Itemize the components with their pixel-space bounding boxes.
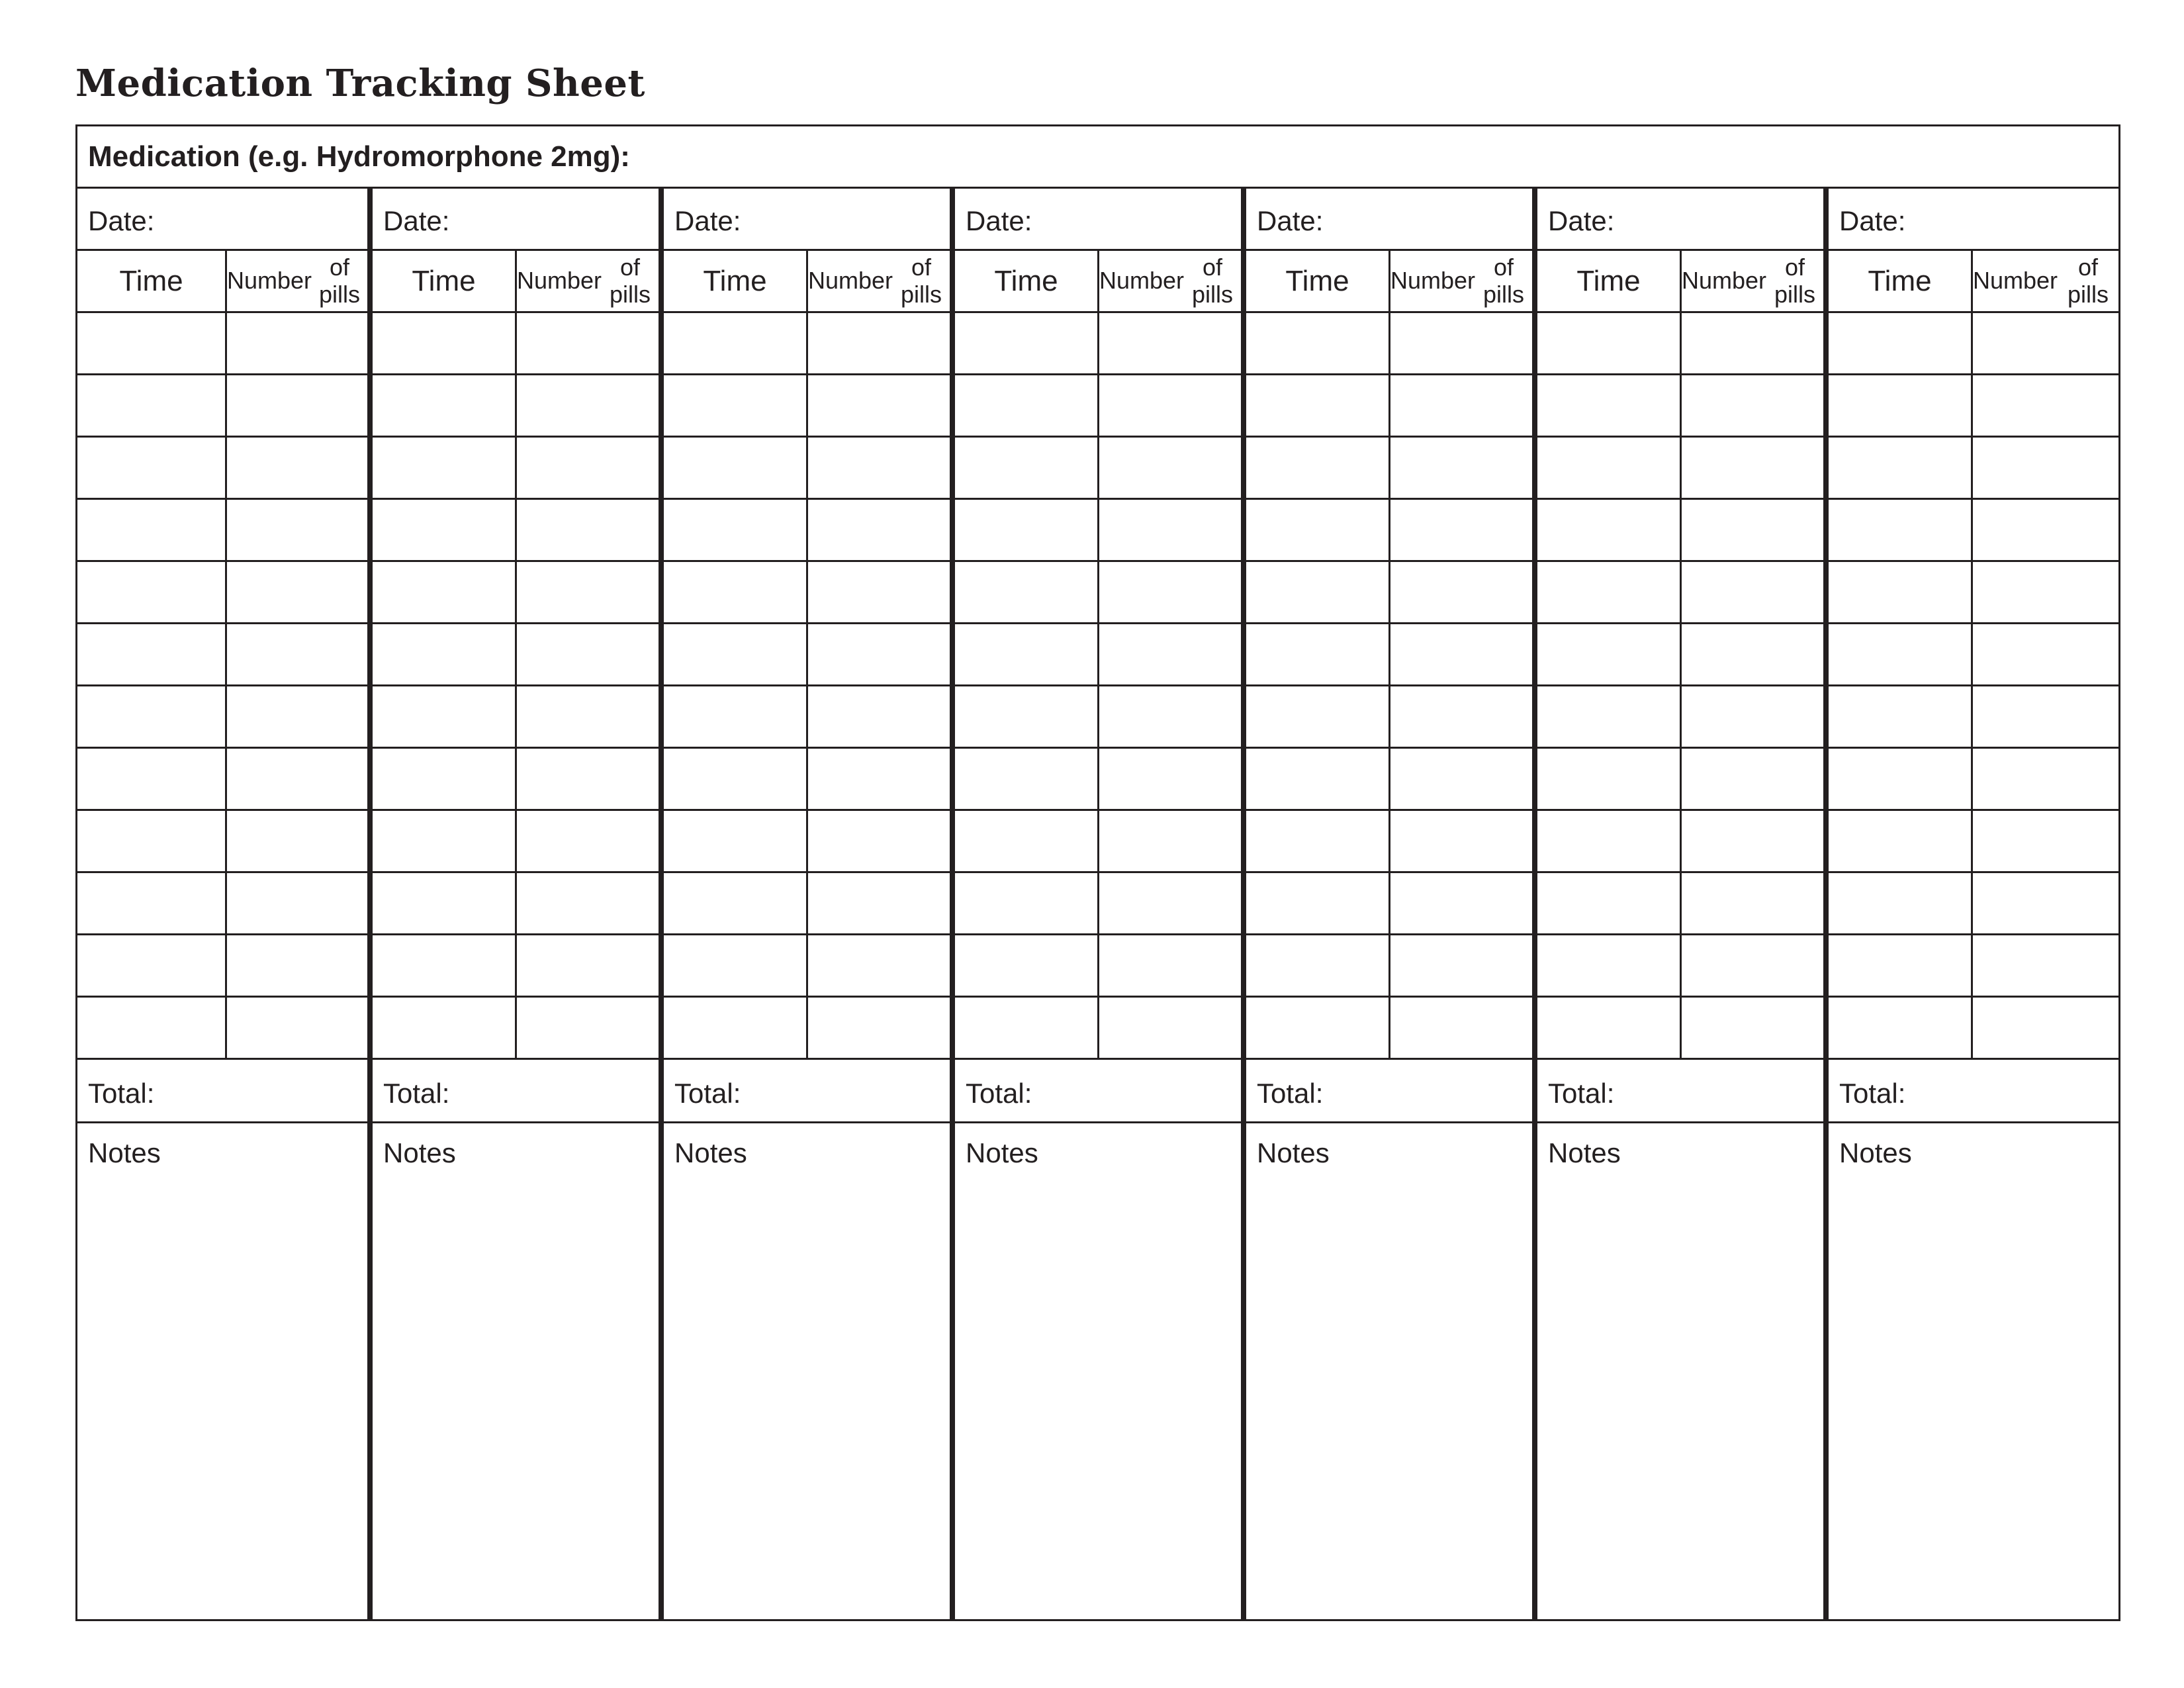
total-cell[interactable] bbox=[77, 1061, 367, 1123]
time-entry-cell[interactable] bbox=[77, 686, 227, 749]
pills-entry-cell[interactable] bbox=[1390, 313, 1532, 375]
pills-entry-cell[interactable] bbox=[1390, 375, 1532, 438]
pills-entry-cell[interactable] bbox=[227, 811, 367, 873]
time-entry-cell[interactable] bbox=[77, 749, 227, 811]
date-label: Date: bbox=[1548, 205, 1615, 236]
notes-cell[interactable] bbox=[1537, 1123, 1823, 1621]
time-entry-cell[interactable] bbox=[664, 624, 808, 686]
pills-header-line1: Number bbox=[517, 267, 602, 295]
pills-entry-cell[interactable] bbox=[1682, 624, 1823, 686]
pills-header bbox=[1973, 251, 2118, 313]
time-entry-cell[interactable] bbox=[664, 375, 808, 438]
time-entry-cell[interactable] bbox=[955, 749, 1099, 811]
day-column bbox=[950, 189, 1241, 1621]
pills-entry-cell[interactable] bbox=[1682, 500, 1823, 562]
pills-entry-cell[interactable] bbox=[227, 686, 367, 749]
time-entry-cell[interactable] bbox=[664, 811, 808, 873]
date-label: Date: bbox=[88, 205, 155, 236]
time-entry-cell[interactable] bbox=[955, 935, 1099, 998]
time-entry-cell[interactable] bbox=[1537, 375, 1682, 438]
pills-header-line2: of pills bbox=[901, 254, 942, 308]
pills-entry-cell[interactable] bbox=[1682, 438, 1823, 500]
date-label: Date: bbox=[966, 205, 1032, 236]
pills-entry-cell[interactable] bbox=[517, 873, 659, 935]
page-title: Medication Tracking Sheet bbox=[75, 62, 645, 105]
time-entry-cell[interactable] bbox=[1829, 998, 1973, 1060]
time-entry-cell[interactable] bbox=[664, 873, 808, 935]
pills-header bbox=[227, 251, 367, 313]
time-entry-cell[interactable] bbox=[77, 873, 227, 935]
time-entry-cell[interactable] bbox=[664, 562, 808, 624]
pills-header-line1: Number bbox=[1099, 267, 1185, 295]
time-entry-cell[interactable] bbox=[373, 438, 517, 500]
pills-entry-cell[interactable] bbox=[1973, 686, 2118, 749]
pills-entry-cell[interactable] bbox=[517, 811, 659, 873]
pills-header-line1: Number bbox=[808, 267, 893, 295]
pills-entry-cell[interactable] bbox=[1390, 998, 1532, 1060]
notes-cell[interactable] bbox=[955, 1123, 1241, 1621]
day-column bbox=[77, 189, 367, 1621]
time-entry-cell[interactable] bbox=[1829, 811, 1973, 873]
pills-entry-cell[interactable] bbox=[1099, 562, 1241, 624]
day-column bbox=[1532, 189, 1823, 1621]
date-label: Date: bbox=[1257, 205, 1324, 236]
time-entry-cell[interactable] bbox=[664, 500, 808, 562]
total-cell[interactable] bbox=[373, 1061, 659, 1123]
pills-entry-cell[interactable] bbox=[517, 749, 659, 811]
pills-entry-cell[interactable] bbox=[1682, 935, 1823, 998]
total-label: Total: bbox=[1548, 1078, 1615, 1109]
date-label: Date: bbox=[383, 205, 450, 236]
time-entry-cell[interactable] bbox=[373, 500, 517, 562]
pills-entry-cell[interactable] bbox=[1099, 998, 1241, 1060]
notes-cell[interactable] bbox=[664, 1123, 950, 1621]
pills-entry-cell[interactable] bbox=[1973, 375, 2118, 438]
pills-header bbox=[1390, 251, 1532, 313]
date-cell[interactable] bbox=[1246, 189, 1532, 251]
pills-header-line2: of pills bbox=[319, 254, 361, 308]
pills-header-line1: Number bbox=[227, 267, 312, 295]
pills-entry-cell[interactable] bbox=[808, 500, 950, 562]
total-label: Total: bbox=[88, 1078, 155, 1109]
pills-entry-cell[interactable] bbox=[1099, 811, 1241, 873]
notes-cell[interactable] bbox=[1829, 1123, 2118, 1621]
date-cell[interactable] bbox=[1537, 189, 1823, 251]
time-entry-cell[interactable] bbox=[1829, 500, 1973, 562]
pills-entry-cell[interactable] bbox=[1973, 811, 2118, 873]
pills-entry-cell[interactable] bbox=[808, 562, 950, 624]
pills-entry-cell[interactable] bbox=[1099, 438, 1241, 500]
pills-entry-cell[interactable] bbox=[227, 998, 367, 1060]
time-entry-cell[interactable] bbox=[1537, 811, 1682, 873]
time-entry-cell[interactable] bbox=[955, 998, 1099, 1060]
time-entry-cell[interactable] bbox=[77, 935, 227, 998]
time-header: Time bbox=[955, 251, 1099, 313]
pills-entry-cell[interactable] bbox=[517, 935, 659, 998]
time-entry-cell[interactable] bbox=[664, 313, 808, 375]
pills-header-line2: of pills bbox=[1774, 254, 1816, 308]
time-entry-cell[interactable] bbox=[77, 624, 227, 686]
time-entry-cell[interactable] bbox=[1246, 375, 1390, 438]
time-entry-cell[interactable] bbox=[77, 998, 227, 1060]
pills-entry-cell[interactable] bbox=[1973, 749, 2118, 811]
time-entry-cell[interactable] bbox=[373, 562, 517, 624]
pills-entry-cell[interactable] bbox=[227, 313, 367, 375]
time-entry-cell[interactable] bbox=[373, 873, 517, 935]
time-entry-cell[interactable] bbox=[1246, 624, 1390, 686]
time-entry-cell[interactable] bbox=[1246, 562, 1390, 624]
date-cell[interactable] bbox=[955, 189, 1241, 251]
pills-entry-cell[interactable] bbox=[808, 375, 950, 438]
pills-entry-cell[interactable] bbox=[1099, 375, 1241, 438]
tracking-table bbox=[75, 124, 2120, 1621]
pills-entry-cell[interactable] bbox=[1099, 313, 1241, 375]
time-entry-cell[interactable] bbox=[1829, 438, 1973, 500]
pills-entry-cell[interactable] bbox=[808, 313, 950, 375]
time-entry-cell[interactable] bbox=[1246, 500, 1390, 562]
pills-entry-cell[interactable] bbox=[227, 624, 367, 686]
time-entry-cell[interactable] bbox=[77, 811, 227, 873]
day-column bbox=[367, 189, 659, 1621]
pills-entry-cell[interactable] bbox=[808, 811, 950, 873]
pills-entry-cell[interactable] bbox=[227, 873, 367, 935]
time-entry-cell[interactable] bbox=[1246, 686, 1390, 749]
time-entry-cell[interactable] bbox=[664, 686, 808, 749]
time-entry-cell[interactable] bbox=[1537, 998, 1682, 1060]
time-entry-cell[interactable] bbox=[664, 935, 808, 998]
pills-entry-cell[interactable] bbox=[1390, 500, 1532, 562]
pills-entry-cell[interactable] bbox=[1973, 438, 2118, 500]
pills-entry-cell[interactable] bbox=[1390, 749, 1532, 811]
pills-entry-cell[interactable] bbox=[1390, 438, 1532, 500]
day-column bbox=[1823, 189, 2118, 1621]
notes-label: Notes bbox=[383, 1137, 456, 1168]
time-entry-cell[interactable] bbox=[1537, 873, 1682, 935]
time-entry-cell[interactable] bbox=[77, 500, 227, 562]
pills-entry-cell[interactable] bbox=[808, 624, 950, 686]
notes-label: Notes bbox=[966, 1137, 1038, 1168]
time-entry-cell[interactable] bbox=[955, 562, 1099, 624]
pills-entry-cell[interactable] bbox=[1973, 935, 2118, 998]
pills-entry-cell[interactable] bbox=[517, 686, 659, 749]
time-header: Time bbox=[373, 251, 517, 313]
pills-entry-cell[interactable] bbox=[1099, 749, 1241, 811]
time-entry-cell[interactable] bbox=[77, 562, 227, 624]
time-entry-cell[interactable] bbox=[1246, 935, 1390, 998]
notes-label: Notes bbox=[1548, 1137, 1621, 1168]
day-column bbox=[1241, 189, 1532, 1621]
day-column bbox=[659, 189, 950, 1621]
time-entry-cell[interactable] bbox=[1537, 562, 1682, 624]
time-header: Time bbox=[77, 251, 227, 313]
total-label: Total: bbox=[383, 1078, 450, 1109]
pills-entry-cell[interactable] bbox=[1390, 873, 1532, 935]
notes-cell[interactable] bbox=[77, 1123, 367, 1621]
total-cell[interactable] bbox=[1829, 1061, 2118, 1123]
pills-entry-cell[interactable] bbox=[227, 749, 367, 811]
pills-entry-cell[interactable] bbox=[808, 935, 950, 998]
pills-entry-cell[interactable] bbox=[1390, 811, 1532, 873]
total-cell[interactable] bbox=[664, 1061, 950, 1123]
pills-entry-cell[interactable] bbox=[227, 562, 367, 624]
pills-entry-cell[interactable] bbox=[1390, 935, 1532, 998]
date-cell[interactable] bbox=[664, 189, 950, 251]
pills-entry-cell[interactable] bbox=[517, 313, 659, 375]
time-entry-cell[interactable] bbox=[1246, 998, 1390, 1060]
notes-label: Notes bbox=[1257, 1137, 1330, 1168]
pills-header-line1: Number bbox=[1682, 267, 1767, 295]
pills-entry-cell[interactable] bbox=[1390, 562, 1532, 624]
notes-label: Notes bbox=[88, 1137, 161, 1168]
time-entry-cell[interactable] bbox=[373, 935, 517, 998]
total-label: Total: bbox=[966, 1078, 1032, 1109]
pills-entry-cell[interactable] bbox=[517, 500, 659, 562]
pills-entry-cell[interactable] bbox=[1973, 500, 2118, 562]
pills-entry-cell[interactable] bbox=[1973, 873, 2118, 935]
pills-header-line2: of pills bbox=[2068, 254, 2109, 308]
pills-header-line2: of pills bbox=[1483, 254, 1525, 308]
pills-header bbox=[1682, 251, 1823, 313]
time-entry-cell[interactable] bbox=[1829, 935, 1973, 998]
time-entry-cell[interactable] bbox=[1829, 749, 1973, 811]
time-entry-cell[interactable] bbox=[1829, 313, 1973, 375]
total-cell[interactable] bbox=[955, 1061, 1241, 1123]
date-label: Date: bbox=[674, 205, 741, 236]
pills-entry-cell[interactable] bbox=[1973, 624, 2118, 686]
pills-header bbox=[1099, 251, 1241, 313]
pills-entry-cell[interactable] bbox=[1973, 313, 2118, 375]
pills-entry-cell[interactable] bbox=[1099, 624, 1241, 686]
time-entry-cell[interactable] bbox=[1537, 935, 1682, 998]
pills-entry-cell[interactable] bbox=[517, 375, 659, 438]
date-cell[interactable] bbox=[1829, 189, 2118, 251]
pills-entry-cell[interactable] bbox=[1682, 998, 1823, 1060]
pills-entry-cell[interactable] bbox=[1099, 686, 1241, 749]
total-label: Total: bbox=[674, 1078, 741, 1109]
time-entry-cell[interactable] bbox=[1829, 562, 1973, 624]
pills-entry-cell[interactable] bbox=[517, 624, 659, 686]
pills-entry-cell[interactable] bbox=[808, 438, 950, 500]
time-entry-cell[interactable] bbox=[664, 438, 808, 500]
notes-label: Notes bbox=[674, 1137, 747, 1168]
time-entry-cell[interactable] bbox=[373, 686, 517, 749]
time-entry-cell[interactable] bbox=[955, 375, 1099, 438]
time-entry-cell[interactable] bbox=[664, 749, 808, 811]
time-entry-cell[interactable] bbox=[1246, 438, 1390, 500]
pills-entry-cell[interactable] bbox=[1682, 313, 1823, 375]
medication-label: Medication (e.g. Hydromorphone 2mg): bbox=[88, 140, 630, 173]
pills-header-line2: of pills bbox=[1192, 254, 1234, 308]
time-entry-cell[interactable] bbox=[955, 500, 1099, 562]
pills-entry-cell[interactable] bbox=[227, 935, 367, 998]
total-cell[interactable] bbox=[1537, 1061, 1823, 1123]
time-entry-cell[interactable] bbox=[1829, 624, 1973, 686]
notes-label: Notes bbox=[1839, 1137, 1912, 1168]
time-entry-cell[interactable] bbox=[1246, 749, 1390, 811]
pills-entry-cell[interactable] bbox=[227, 500, 367, 562]
date-cell[interactable] bbox=[77, 189, 367, 251]
medication-row[interactable] bbox=[77, 126, 2118, 189]
time-entry-cell[interactable] bbox=[1537, 686, 1682, 749]
pills-entry-cell[interactable] bbox=[808, 686, 950, 749]
pills-entry-cell[interactable] bbox=[517, 562, 659, 624]
pills-entry-cell[interactable] bbox=[1973, 562, 2118, 624]
pills-header bbox=[808, 251, 950, 313]
time-entry-cell[interactable] bbox=[955, 873, 1099, 935]
time-entry-cell[interactable] bbox=[373, 749, 517, 811]
time-entry-cell[interactable] bbox=[77, 438, 227, 500]
time-entry-cell[interactable] bbox=[373, 375, 517, 438]
time-entry-cell[interactable] bbox=[373, 313, 517, 375]
total-label: Total: bbox=[1839, 1078, 1906, 1109]
pills-header bbox=[517, 251, 659, 313]
pills-entry-cell[interactable] bbox=[1682, 749, 1823, 811]
time-header: Time bbox=[1829, 251, 1973, 313]
time-entry-cell[interactable] bbox=[1537, 624, 1682, 686]
total-cell[interactable] bbox=[1246, 1061, 1532, 1123]
time-entry-cell[interactable] bbox=[955, 624, 1099, 686]
time-entry-cell[interactable] bbox=[1829, 375, 1973, 438]
time-entry-cell[interactable] bbox=[373, 811, 517, 873]
date-label: Date: bbox=[1839, 205, 1906, 236]
total-label: Total: bbox=[1257, 1078, 1324, 1109]
time-entry-cell[interactable] bbox=[955, 313, 1099, 375]
time-entry-cell[interactable] bbox=[373, 624, 517, 686]
pills-entry-cell[interactable] bbox=[1099, 935, 1241, 998]
pills-entry-cell[interactable] bbox=[808, 873, 950, 935]
time-header: Time bbox=[664, 251, 808, 313]
time-entry-cell[interactable] bbox=[955, 686, 1099, 749]
time-entry-cell[interactable] bbox=[77, 375, 227, 438]
pills-entry-cell[interactable] bbox=[808, 998, 950, 1060]
time-entry-cell[interactable] bbox=[1537, 749, 1682, 811]
time-entry-cell[interactable] bbox=[1829, 873, 1973, 935]
pills-entry-cell[interactable] bbox=[1682, 562, 1823, 624]
pills-entry-cell[interactable] bbox=[1973, 998, 2118, 1060]
time-entry-cell[interactable] bbox=[664, 998, 808, 1060]
pills-entry-cell[interactable] bbox=[1682, 375, 1823, 438]
pills-entry-cell[interactable] bbox=[1099, 500, 1241, 562]
time-entry-cell[interactable] bbox=[1246, 313, 1390, 375]
pills-entry-cell[interactable] bbox=[1390, 624, 1532, 686]
pills-header-line1: Number bbox=[1390, 267, 1476, 295]
pills-entry-cell[interactable] bbox=[1682, 811, 1823, 873]
time-entry-cell[interactable] bbox=[1246, 873, 1390, 935]
pills-entry-cell[interactable] bbox=[517, 438, 659, 500]
time-entry-cell[interactable] bbox=[77, 313, 227, 375]
date-cell[interactable] bbox=[373, 189, 659, 251]
pills-entry-cell[interactable] bbox=[1390, 686, 1532, 749]
time-entry-cell[interactable] bbox=[1537, 313, 1682, 375]
time-entry-cell[interactable] bbox=[955, 811, 1099, 873]
pills-header-line2: of pills bbox=[610, 254, 651, 308]
pills-entry-cell[interactable] bbox=[227, 438, 367, 500]
time-entry-cell[interactable] bbox=[1246, 811, 1390, 873]
notes-cell[interactable] bbox=[1246, 1123, 1532, 1621]
time-header: Time bbox=[1246, 251, 1390, 313]
notes-cell[interactable] bbox=[373, 1123, 659, 1621]
pills-entry-cell[interactable] bbox=[227, 375, 367, 438]
time-entry-cell[interactable] bbox=[1537, 438, 1682, 500]
time-entry-cell[interactable] bbox=[955, 438, 1099, 500]
pills-entry-cell[interactable] bbox=[808, 749, 950, 811]
time-entry-cell[interactable] bbox=[1829, 686, 1973, 749]
time-entry-cell[interactable] bbox=[373, 998, 517, 1060]
pills-entry-cell[interactable] bbox=[517, 998, 659, 1060]
time-entry-cell[interactable] bbox=[1537, 500, 1682, 562]
pills-entry-cell[interactable] bbox=[1682, 686, 1823, 749]
pills-entry-cell[interactable] bbox=[1682, 873, 1823, 935]
time-header: Time bbox=[1537, 251, 1682, 313]
pills-header-line1: Number bbox=[1973, 267, 2058, 295]
pills-entry-cell[interactable] bbox=[1099, 873, 1241, 935]
